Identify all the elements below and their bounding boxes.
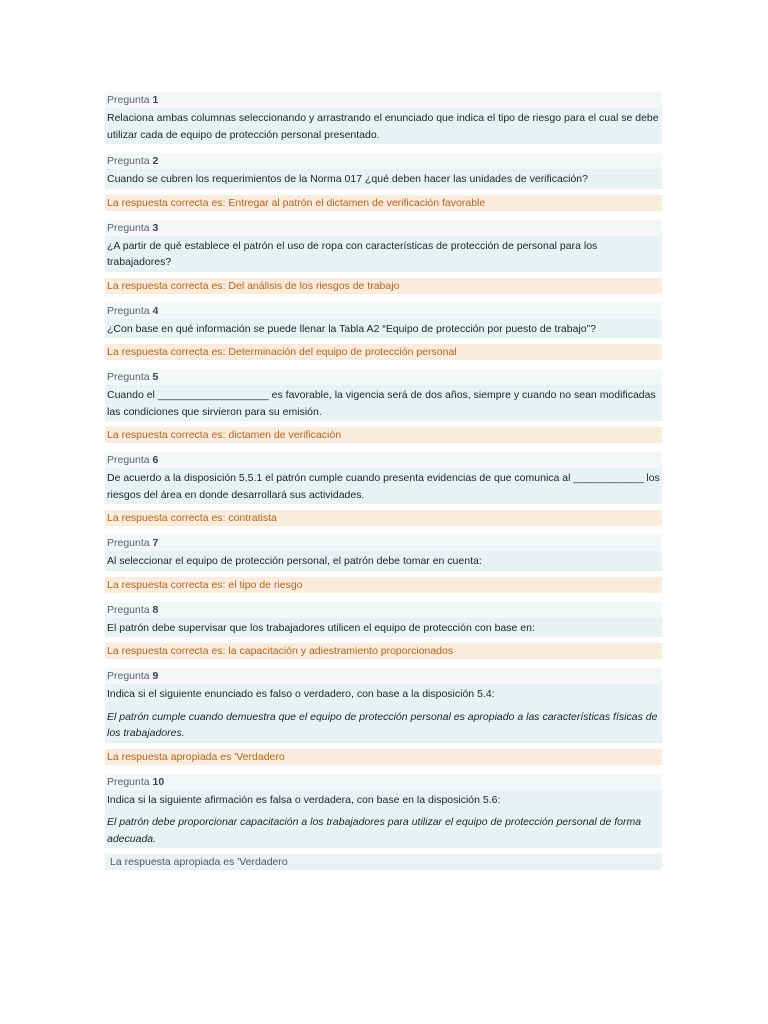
- question-2: [105, 153, 662, 211]
- question-text: De acuerdo a la disposición 5.5.1 el patrón cumple cuando presenta evidencias de que comunica al ____________ los riesgos del área en donde desarrollará sus actividades.: [105, 468, 662, 504]
- question-prompt: Indica si el siguiente enunciado es falso o verdadero, con base a la disposición 5.4:: [107, 688, 495, 700]
- correct-answer: La respuesta correcta es: dictamen de verificación: [105, 427, 662, 443]
- correct-answer: La respuesta apropiada es 'Verdadero: [105, 749, 662, 765]
- question-text: [105, 790, 662, 849]
- question-7: [105, 535, 662, 593]
- question-9: [105, 668, 662, 765]
- question-text: ¿Con base en qué información se puede llenar la Tabla A2 “Equipo de protección por puesto de trabajo”?: [105, 319, 662, 339]
- question-text: ¿A partir de qué establece el patrón el uso de ropa con características de protección de personal para los trabajadores?: [105, 236, 662, 272]
- question-text: Cuando el ___________________ es favorable, la vigencia será de dos años, siempre y cuando no sean modificadas las condiciones que sirvieron para su emisión.: [105, 385, 662, 421]
- correct-answer: La respuesta correcta es: contratista: [105, 510, 662, 526]
- correct-answer: La respuesta correcta es: Determinación del equipo de protección personal: [105, 344, 662, 360]
- correct-answer: La respuesta correcta es: Entregar al patrón el dictamen de verificación favorable: [105, 195, 662, 211]
- question-10: [105, 774, 662, 871]
- question-1: [105, 92, 662, 144]
- question-text: El patrón debe supervisar que los trabajadores utilicen el equipo de protección con base en:: [105, 618, 662, 638]
- question-header: Pregunta 2: [105, 153, 662, 169]
- question-3: [105, 220, 662, 294]
- question-list: [105, 92, 662, 879]
- question-header: Pregunta 3: [105, 220, 662, 236]
- question-prompt: Indica si la siguiente afirmación es falsa o verdadera, con base en la disposición 5.6:: [107, 793, 501, 806]
- question-text: Al seleccionar el equipo de protección personal, el patrón debe tomar en cuenta:: [105, 551, 662, 571]
- question-header: Pregunta 4: [105, 303, 662, 319]
- question-text: [105, 684, 662, 743]
- question-statement: El patrón cumple cuando demuestra que el equipo de protección personal es apropiado a las características físicas de los trabajadores.: [107, 710, 658, 739]
- question-header: Pregunta 6: [105, 452, 662, 468]
- correct-answer: La respuesta apropiada es 'Verdadero: [105, 854, 662, 870]
- correct-answer: La respuesta correcta es: la capacitación y adiestramiento proporcionados: [105, 643, 662, 659]
- question-statement: El patrón debe proporcionar capacitación a los trabajadores para utilizar el equipo de protección personal de forma adecuada.: [107, 816, 642, 845]
- correct-answer: La respuesta correcta es: el tipo de riesgo: [105, 577, 662, 593]
- question-header: Pregunta 7: [105, 535, 662, 551]
- question-6: [105, 452, 662, 526]
- question-text: Relaciona ambas columnas seleccionando y arrastrando el enunciado que indica el tipo de riesgo para el cual se debe utilizar cada de equipo de protección personal presentado.: [105, 108, 662, 144]
- question-8: [105, 602, 662, 660]
- question-header: Pregunta 10: [105, 774, 662, 790]
- question-header: Pregunta 9: [105, 668, 662, 684]
- correct-answer: La respuesta correcta es: Del análisis de los riesgos de trabajo: [105, 278, 662, 294]
- question-4: [105, 303, 662, 361]
- question-header: Pregunta 1: [105, 92, 662, 108]
- question-text: Cuando se cubren los requerimientos de la Norma 017 ¿qué deben hacer las unidades de verificación?: [105, 169, 662, 189]
- question-header: Pregunta 5: [105, 369, 662, 385]
- question-header: Pregunta 8: [105, 602, 662, 618]
- question-5: [105, 369, 662, 443]
